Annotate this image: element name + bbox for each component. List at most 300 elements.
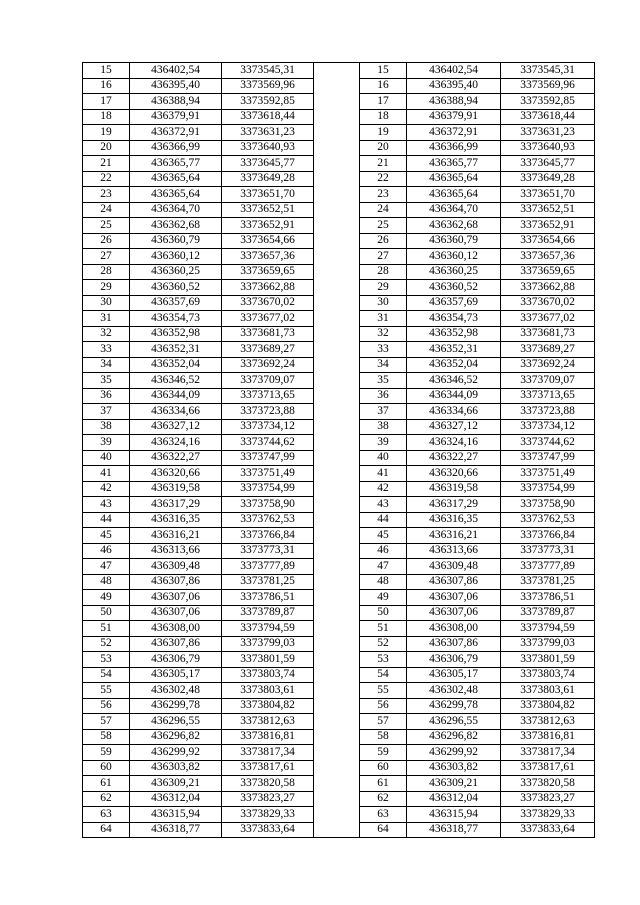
left-point-number-cell: 28: [83, 264, 130, 280]
left-y-coordinate-cell: 3373689,27: [222, 342, 314, 358]
left-x-coordinate-cell: 436302,48: [130, 683, 222, 699]
right-point-number-cell: 57: [360, 714, 407, 730]
left-x-coordinate-cell: 436296,82: [130, 729, 222, 745]
left-point-number-cell: 22: [83, 171, 130, 187]
left-point-number-cell: 41: [83, 466, 130, 482]
left-point-number-cell: 25: [83, 218, 130, 234]
left-x-coordinate-cell: 436352,04: [130, 357, 222, 373]
left-y-coordinate-cell: 3373657,36: [222, 249, 314, 265]
right-point-number-cell: 53: [360, 652, 407, 668]
right-point-number-cell: 45: [360, 528, 407, 544]
column-spacer: [314, 249, 360, 265]
left-y-coordinate-cell: 3373803,61: [222, 683, 314, 699]
right-y-coordinate-cell: 3373817,34: [501, 745, 595, 761]
left-y-coordinate-cell: 3373758,90: [222, 497, 314, 513]
right-x-coordinate-cell: 436360,12: [407, 249, 501, 265]
right-point-number-cell: 36: [360, 388, 407, 404]
table-row: [83, 357, 595, 373]
left-point-number-cell: 51: [83, 621, 130, 637]
left-x-coordinate-cell: 436319,58: [130, 481, 222, 497]
left-y-coordinate-cell: 3373777,89: [222, 559, 314, 575]
table-row: [83, 109, 595, 125]
right-y-coordinate-cell: 3373744,62: [501, 435, 595, 451]
left-y-coordinate-cell: 3373545,31: [222, 63, 314, 79]
right-x-coordinate-cell: 436334,66: [407, 404, 501, 420]
table-row: [83, 822, 595, 838]
left-point-number-cell: 61: [83, 776, 130, 792]
right-point-number-cell: 16: [360, 78, 407, 94]
coordinate-table-body: [83, 63, 595, 838]
left-y-coordinate-cell: 3373659,65: [222, 264, 314, 280]
table-row: [83, 373, 595, 389]
column-spacer: [314, 683, 360, 699]
column-spacer: [314, 264, 360, 280]
column-spacer: [314, 78, 360, 94]
table-row: [83, 636, 595, 652]
right-x-coordinate-cell: 436302,48: [407, 683, 501, 699]
right-x-coordinate-cell: 436344,09: [407, 388, 501, 404]
right-point-number-cell: 59: [360, 745, 407, 761]
right-y-coordinate-cell: 3373709,07: [501, 373, 595, 389]
column-spacer: [314, 559, 360, 575]
left-x-coordinate-cell: 436296,55: [130, 714, 222, 730]
column-spacer: [314, 590, 360, 606]
left-point-number-cell: 45: [83, 528, 130, 544]
left-y-coordinate-cell: 3373640,93: [222, 140, 314, 156]
left-x-coordinate-cell: 436309,21: [130, 776, 222, 792]
left-point-number-cell: 35: [83, 373, 130, 389]
table-row: [83, 125, 595, 141]
table-row: [83, 729, 595, 745]
left-x-coordinate-cell: 436379,91: [130, 109, 222, 125]
table-row: [83, 63, 595, 79]
left-x-coordinate-cell: 436303,82: [130, 760, 222, 776]
left-x-coordinate-cell: 436307,06: [130, 605, 222, 621]
right-y-coordinate-cell: 3373670,02: [501, 295, 595, 311]
left-point-number-cell: 31: [83, 311, 130, 327]
left-point-number-cell: 26: [83, 233, 130, 249]
column-spacer: [314, 512, 360, 528]
left-x-coordinate-cell: 436305,17: [130, 667, 222, 683]
column-spacer: [314, 109, 360, 125]
right-point-number-cell: 40: [360, 450, 407, 466]
left-y-coordinate-cell: 3373799,03: [222, 636, 314, 652]
column-spacer: [314, 466, 360, 482]
table-row: [83, 342, 595, 358]
right-y-coordinate-cell: 3373651,70: [501, 187, 595, 203]
right-x-coordinate-cell: 436303,82: [407, 760, 501, 776]
left-x-coordinate-cell: 436354,73: [130, 311, 222, 327]
column-spacer: [314, 125, 360, 141]
right-x-coordinate-cell: 436316,21: [407, 528, 501, 544]
column-spacer: [314, 311, 360, 327]
left-point-number-cell: 27: [83, 249, 130, 265]
table-row: [83, 621, 595, 637]
right-x-coordinate-cell: 436315,94: [407, 807, 501, 823]
left-y-coordinate-cell: 3373812,63: [222, 714, 314, 730]
right-y-coordinate-cell: 3373794,59: [501, 621, 595, 637]
left-y-coordinate-cell: 3373817,34: [222, 745, 314, 761]
left-x-coordinate-cell: 436352,98: [130, 326, 222, 342]
left-point-number-cell: 60: [83, 760, 130, 776]
right-y-coordinate-cell: 3373734,12: [501, 419, 595, 435]
column-spacer: [314, 419, 360, 435]
left-point-number-cell: 40: [83, 450, 130, 466]
left-point-number-cell: 62: [83, 791, 130, 807]
table-row: [83, 652, 595, 668]
left-x-coordinate-cell: 436395,40: [130, 78, 222, 94]
right-x-coordinate-cell: 436364,70: [407, 202, 501, 218]
table-row: [83, 776, 595, 792]
column-spacer: [314, 543, 360, 559]
left-point-number-cell: 48: [83, 574, 130, 590]
left-point-number-cell: 57: [83, 714, 130, 730]
column-spacer: [314, 807, 360, 823]
left-x-coordinate-cell: 436366,99: [130, 140, 222, 156]
table-row: [83, 574, 595, 590]
left-point-number-cell: 43: [83, 497, 130, 513]
right-y-coordinate-cell: 3373758,90: [501, 497, 595, 513]
right-point-number-cell: 27: [360, 249, 407, 265]
left-x-coordinate-cell: 436357,69: [130, 295, 222, 311]
right-point-number-cell: 31: [360, 311, 407, 327]
right-y-coordinate-cell: 3373681,73: [501, 326, 595, 342]
right-x-coordinate-cell: 436305,17: [407, 667, 501, 683]
table-row: [83, 528, 595, 544]
right-point-number-cell: 52: [360, 636, 407, 652]
left-x-coordinate-cell: 436388,94: [130, 94, 222, 110]
left-x-coordinate-cell: 436299,78: [130, 698, 222, 714]
right-y-coordinate-cell: 3373654,66: [501, 233, 595, 249]
table-row: [83, 481, 595, 497]
right-point-number-cell: 63: [360, 807, 407, 823]
right-y-coordinate-cell: 3373812,63: [501, 714, 595, 730]
right-y-coordinate-cell: 3373801,59: [501, 652, 595, 668]
left-x-coordinate-cell: 436344,09: [130, 388, 222, 404]
right-point-number-cell: 24: [360, 202, 407, 218]
left-point-number-cell: 21: [83, 156, 130, 172]
left-point-number-cell: 55: [83, 683, 130, 699]
right-point-number-cell: 29: [360, 280, 407, 296]
right-x-coordinate-cell: 436357,69: [407, 295, 501, 311]
left-y-coordinate-cell: 3373723,88: [222, 404, 314, 420]
right-x-coordinate-cell: 436324,16: [407, 435, 501, 451]
left-y-coordinate-cell: 3373677,02: [222, 311, 314, 327]
table-row: [83, 295, 595, 311]
left-point-number-cell: 17: [83, 94, 130, 110]
table-row: [83, 233, 595, 249]
right-point-number-cell: 25: [360, 218, 407, 234]
right-point-number-cell: 17: [360, 94, 407, 110]
right-x-coordinate-cell: 436299,78: [407, 698, 501, 714]
column-spacer: [314, 218, 360, 234]
left-point-number-cell: 42: [83, 481, 130, 497]
column-spacer: [314, 497, 360, 513]
left-point-number-cell: 36: [83, 388, 130, 404]
right-point-number-cell: 33: [360, 342, 407, 358]
right-point-number-cell: 21: [360, 156, 407, 172]
left-x-coordinate-cell: 436360,12: [130, 249, 222, 265]
left-point-number-cell: 19: [83, 125, 130, 141]
left-y-coordinate-cell: 3373817,61: [222, 760, 314, 776]
left-point-number-cell: 38: [83, 419, 130, 435]
right-x-coordinate-cell: 436352,31: [407, 342, 501, 358]
left-point-number-cell: 54: [83, 667, 130, 683]
column-spacer: [314, 140, 360, 156]
right-x-coordinate-cell: 436319,58: [407, 481, 501, 497]
right-y-coordinate-cell: 3373786,51: [501, 590, 595, 606]
left-x-coordinate-cell: 436318,77: [130, 822, 222, 838]
right-x-coordinate-cell: 436352,98: [407, 326, 501, 342]
left-point-number-cell: 18: [83, 109, 130, 125]
left-point-number-cell: 50: [83, 605, 130, 621]
left-point-number-cell: 15: [83, 63, 130, 79]
right-x-coordinate-cell: 436309,21: [407, 776, 501, 792]
table-row: [83, 171, 595, 187]
column-spacer: [314, 652, 360, 668]
table-row: [83, 559, 595, 575]
right-x-coordinate-cell: 436354,73: [407, 311, 501, 327]
right-x-coordinate-cell: 436307,86: [407, 636, 501, 652]
right-point-number-cell: 55: [360, 683, 407, 699]
right-point-number-cell: 26: [360, 233, 407, 249]
right-x-coordinate-cell: 436313,66: [407, 543, 501, 559]
left-x-coordinate-cell: 436360,52: [130, 280, 222, 296]
right-x-coordinate-cell: 436365,64: [407, 171, 501, 187]
right-y-coordinate-cell: 3373803,74: [501, 667, 595, 683]
right-x-coordinate-cell: 436307,86: [407, 574, 501, 590]
left-y-coordinate-cell: 3373816,81: [222, 729, 314, 745]
column-spacer: [314, 729, 360, 745]
right-point-number-cell: 49: [360, 590, 407, 606]
column-spacer: [314, 528, 360, 544]
column-spacer: [314, 295, 360, 311]
column-spacer: [314, 791, 360, 807]
left-x-coordinate-cell: 436307,06: [130, 590, 222, 606]
right-point-number-cell: 22: [360, 171, 407, 187]
right-y-coordinate-cell: 3373823,27: [501, 791, 595, 807]
right-x-coordinate-cell: 436308,00: [407, 621, 501, 637]
right-point-number-cell: 50: [360, 605, 407, 621]
right-point-number-cell: 62: [360, 791, 407, 807]
left-point-number-cell: 64: [83, 822, 130, 838]
column-spacer: [314, 280, 360, 296]
left-y-coordinate-cell: 3373747,99: [222, 450, 314, 466]
right-point-number-cell: 30: [360, 295, 407, 311]
left-y-coordinate-cell: 3373592,85: [222, 94, 314, 110]
left-point-number-cell: 47: [83, 559, 130, 575]
left-y-coordinate-cell: 3373781,25: [222, 574, 314, 590]
left-y-coordinate-cell: 3373569,96: [222, 78, 314, 94]
column-spacer: [314, 94, 360, 110]
right-y-coordinate-cell: 3373640,93: [501, 140, 595, 156]
right-y-coordinate-cell: 3373652,51: [501, 202, 595, 218]
right-x-coordinate-cell: 436360,52: [407, 280, 501, 296]
column-spacer: [314, 388, 360, 404]
coordinate-table: [82, 62, 595, 838]
left-y-coordinate-cell: 3373754,99: [222, 481, 314, 497]
table-row: [83, 78, 595, 94]
left-y-coordinate-cell: 3373794,59: [222, 621, 314, 637]
right-y-coordinate-cell: 3373692,24: [501, 357, 595, 373]
right-y-coordinate-cell: 3373631,23: [501, 125, 595, 141]
left-x-coordinate-cell: 436365,64: [130, 171, 222, 187]
column-spacer: [314, 187, 360, 203]
right-y-coordinate-cell: 3373781,25: [501, 574, 595, 590]
table-row: [83, 760, 595, 776]
right-point-number-cell: 64: [360, 822, 407, 838]
right-point-number-cell: 42: [360, 481, 407, 497]
column-spacer: [314, 605, 360, 621]
left-point-number-cell: 30: [83, 295, 130, 311]
left-point-number-cell: 56: [83, 698, 130, 714]
left-y-coordinate-cell: 3373804,82: [222, 698, 314, 714]
left-point-number-cell: 49: [83, 590, 130, 606]
table-row: [83, 94, 595, 110]
right-x-coordinate-cell: 436296,55: [407, 714, 501, 730]
right-x-coordinate-cell: 436372,91: [407, 125, 501, 141]
left-x-coordinate-cell: 436322,27: [130, 450, 222, 466]
left-x-coordinate-cell: 436364,70: [130, 202, 222, 218]
left-point-number-cell: 37: [83, 404, 130, 420]
right-point-number-cell: 28: [360, 264, 407, 280]
column-spacer: [314, 745, 360, 761]
left-x-coordinate-cell: 436308,00: [130, 621, 222, 637]
table-row: [83, 791, 595, 807]
left-y-coordinate-cell: 3373744,62: [222, 435, 314, 451]
left-x-coordinate-cell: 436346,52: [130, 373, 222, 389]
right-y-coordinate-cell: 3373820,58: [501, 776, 595, 792]
left-x-coordinate-cell: 436316,21: [130, 528, 222, 544]
right-point-number-cell: 60: [360, 760, 407, 776]
column-spacer: [314, 171, 360, 187]
right-x-coordinate-cell: 436388,94: [407, 94, 501, 110]
right-point-number-cell: 15: [360, 63, 407, 79]
right-y-coordinate-cell: 3373592,85: [501, 94, 595, 110]
right-y-coordinate-cell: 3373804,82: [501, 698, 595, 714]
right-point-number-cell: 47: [360, 559, 407, 575]
right-y-coordinate-cell: 3373803,61: [501, 683, 595, 699]
left-x-coordinate-cell: 436324,16: [130, 435, 222, 451]
table-row: [83, 807, 595, 823]
right-y-coordinate-cell: 3373817,61: [501, 760, 595, 776]
right-y-coordinate-cell: 3373829,33: [501, 807, 595, 823]
column-spacer: [314, 574, 360, 590]
left-point-number-cell: 46: [83, 543, 130, 559]
left-y-coordinate-cell: 3373823,27: [222, 791, 314, 807]
right-point-number-cell: 51: [360, 621, 407, 637]
left-x-coordinate-cell: 436402,54: [130, 63, 222, 79]
left-point-number-cell: 24: [83, 202, 130, 218]
right-point-number-cell: 54: [360, 667, 407, 683]
right-x-coordinate-cell: 436318,77: [407, 822, 501, 838]
right-y-coordinate-cell: 3373689,27: [501, 342, 595, 358]
left-x-coordinate-cell: 436320,66: [130, 466, 222, 482]
left-y-coordinate-cell: 3373762,53: [222, 512, 314, 528]
right-x-coordinate-cell: 436360,79: [407, 233, 501, 249]
column-spacer: [314, 776, 360, 792]
left-x-coordinate-cell: 436365,77: [130, 156, 222, 172]
left-y-coordinate-cell: 3373820,58: [222, 776, 314, 792]
column-spacer: [314, 822, 360, 838]
right-x-coordinate-cell: 436317,29: [407, 497, 501, 513]
table-row: [83, 264, 595, 280]
left-y-coordinate-cell: 3373652,91: [222, 218, 314, 234]
column-spacer: [314, 342, 360, 358]
left-y-coordinate-cell: 3373803,74: [222, 667, 314, 683]
left-x-coordinate-cell: 436352,31: [130, 342, 222, 358]
right-point-number-cell: 61: [360, 776, 407, 792]
right-y-coordinate-cell: 3373545,31: [501, 63, 595, 79]
right-x-coordinate-cell: 436366,99: [407, 140, 501, 156]
column-spacer: [314, 621, 360, 637]
left-point-number-cell: 63: [83, 807, 130, 823]
right-y-coordinate-cell: 3373751,49: [501, 466, 595, 482]
left-y-coordinate-cell: 3373713,65: [222, 388, 314, 404]
left-x-coordinate-cell: 436307,86: [130, 574, 222, 590]
table-row: [83, 140, 595, 156]
left-x-coordinate-cell: 436313,66: [130, 543, 222, 559]
right-x-coordinate-cell: 436360,25: [407, 264, 501, 280]
table-row: [83, 450, 595, 466]
left-y-coordinate-cell: 3373649,28: [222, 171, 314, 187]
right-x-coordinate-cell: 436346,52: [407, 373, 501, 389]
left-x-coordinate-cell: 436327,12: [130, 419, 222, 435]
column-spacer: [314, 435, 360, 451]
left-y-coordinate-cell: 3373786,51: [222, 590, 314, 606]
right-x-coordinate-cell: 436327,12: [407, 419, 501, 435]
right-x-coordinate-cell: 436352,04: [407, 357, 501, 373]
right-x-coordinate-cell: 436322,27: [407, 450, 501, 466]
table-row: [83, 745, 595, 761]
left-y-coordinate-cell: 3373631,23: [222, 125, 314, 141]
table-row: [83, 388, 595, 404]
right-y-coordinate-cell: 3373677,02: [501, 311, 595, 327]
right-y-coordinate-cell: 3373657,36: [501, 249, 595, 265]
right-point-number-cell: 32: [360, 326, 407, 342]
table-row: [83, 497, 595, 513]
column-spacer: [314, 326, 360, 342]
right-y-coordinate-cell: 3373777,89: [501, 559, 595, 575]
right-y-coordinate-cell: 3373569,96: [501, 78, 595, 94]
table-row: [83, 435, 595, 451]
right-x-coordinate-cell: 436316,35: [407, 512, 501, 528]
table-row: [83, 218, 595, 234]
column-spacer: [314, 698, 360, 714]
left-y-coordinate-cell: 3373801,59: [222, 652, 314, 668]
right-point-number-cell: 37: [360, 404, 407, 420]
right-x-coordinate-cell: 436309,48: [407, 559, 501, 575]
column-spacer: [314, 404, 360, 420]
left-point-number-cell: 59: [83, 745, 130, 761]
left-y-coordinate-cell: 3373692,24: [222, 357, 314, 373]
left-point-number-cell: 32: [83, 326, 130, 342]
left-x-coordinate-cell: 436334,66: [130, 404, 222, 420]
left-x-coordinate-cell: 436317,29: [130, 497, 222, 513]
right-y-coordinate-cell: 3373754,99: [501, 481, 595, 497]
left-y-coordinate-cell: 3373766,84: [222, 528, 314, 544]
column-spacer: [314, 202, 360, 218]
left-y-coordinate-cell: 3373734,12: [222, 419, 314, 435]
column-spacer: [314, 233, 360, 249]
left-point-number-cell: 34: [83, 357, 130, 373]
left-x-coordinate-cell: 436306,79: [130, 652, 222, 668]
right-x-coordinate-cell: 436307,06: [407, 605, 501, 621]
left-x-coordinate-cell: 436312,04: [130, 791, 222, 807]
left-point-number-cell: 33: [83, 342, 130, 358]
left-x-coordinate-cell: 436365,64: [130, 187, 222, 203]
left-x-coordinate-cell: 436299,92: [130, 745, 222, 761]
